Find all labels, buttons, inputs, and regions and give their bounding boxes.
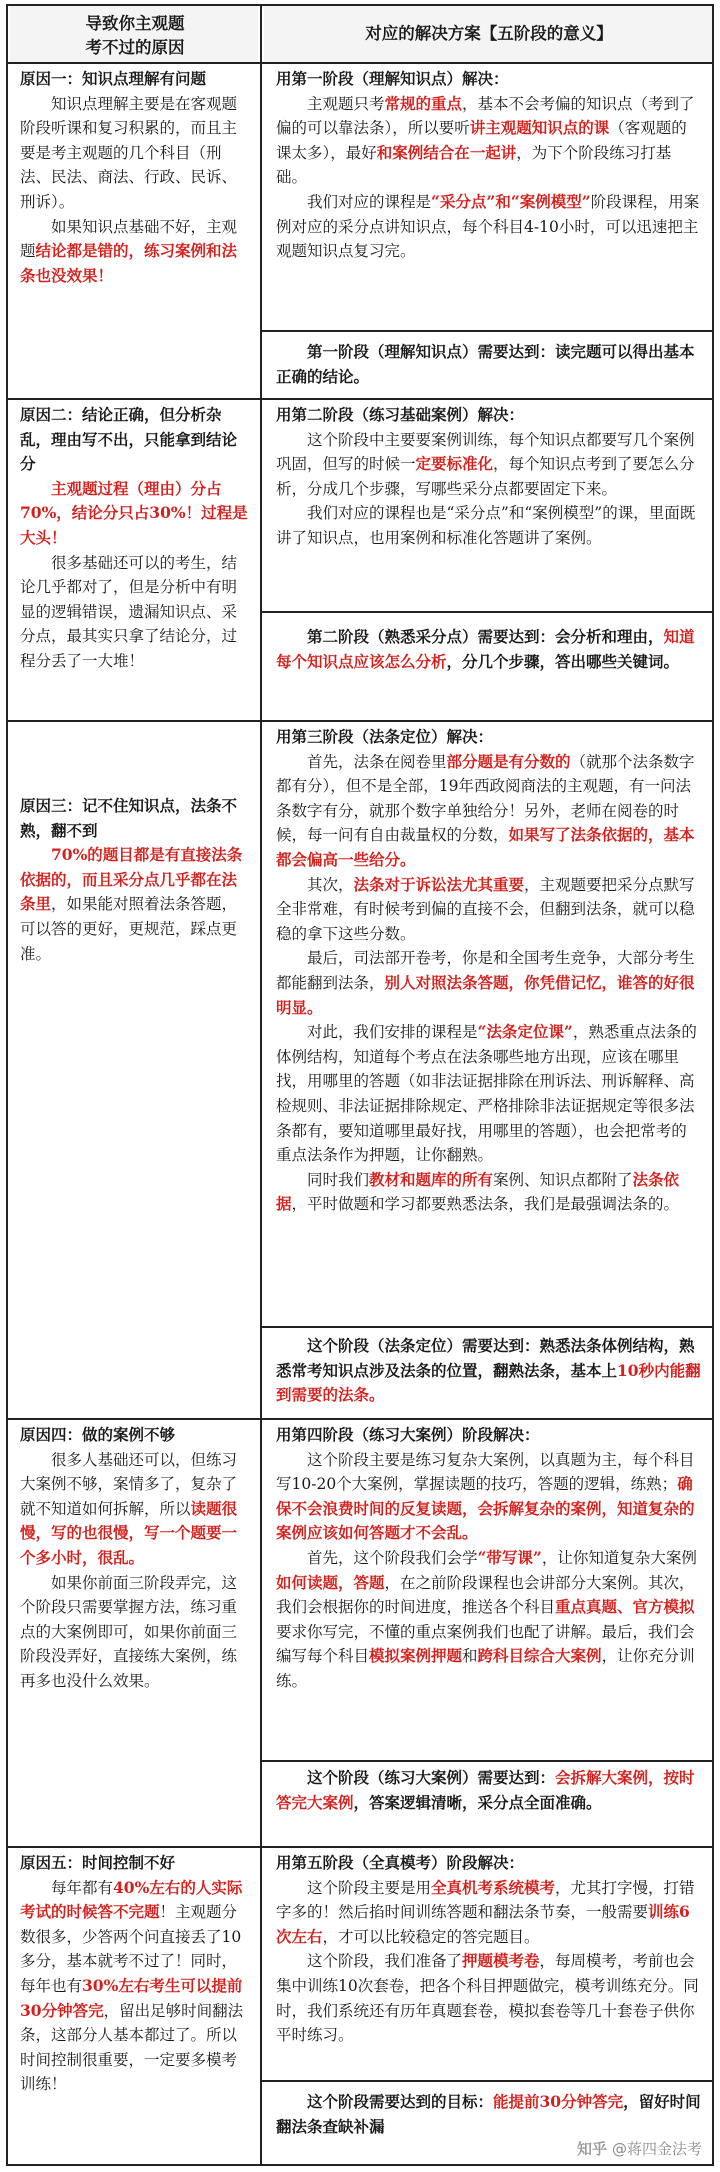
cause-4-text: 很多人基础还可以，但练习大案例不够，案情多了，复杂了就不知道如何拆解，所以读题很慢，写的也很慢，写一个题要一个多小时，很乱。 xyxy=(20,1450,238,1567)
goal-3-text: 这个阶段（法条定位）需要达到：熟悉法条体例结构，熟悉常考知识点涉及法条的位置，翻熟法条，基本上10秒内能翻到需要的法条。 xyxy=(276,1336,701,1405)
solution-4-text: 这个阶段主要是练习复杂大案例，以真题为主，每个科目写10-20个大案例，掌握读题的技巧，答题的逻辑，练熟；确保不会浪费时间的反复读题，会拆解复杂的案例，知道复杂的案例应该如何答题才不会乱。 xyxy=(276,1450,695,1543)
solution-5-text-2: 这个阶段，我们准备了押题模考卷，每周模考，考前也会集中训练10次套卷，把各个科目押题做完，模考训练充分。同时，我们系统还有历年真题套卷，模拟套卷等几十套卷子供你平时练习。 xyxy=(276,1951,699,2045)
solution-3-text-4: 对此，我们安排的课程是“法条定位课”，熟悉重点法条的体例结构，知道每个考点在法条哪些地方出现，应该在哪里找，用哪里的答题（如非法证据排除在刑诉法、刑诉解释、高检规则、非法证据排除规定、严格排除非法证据规定等很多法条都有，要知道哪里最好找，用哪里的答题），也会把常考的重点法条作为押题，让你翻熟。 xyxy=(276,1022,697,1165)
cause-4-title: 原因四：做的案例不够 xyxy=(20,1425,176,1444)
cause-3-text: 70%的题目都是有直接法条依据的，而且采分点几乎都在法条里，如果能对照着法条答题，可以答的更好，更规范，踩点更准。 xyxy=(20,845,243,963)
solution-2 xyxy=(264,400,712,611)
goal-2 xyxy=(264,613,712,720)
header-cause: 导致你主观题 考不过的原因 xyxy=(10,6,258,62)
goal-4 xyxy=(264,1762,712,1846)
cause-2-title: 原因二：结论正确，但分析杂乱，理由写不出，只能拿到结论分 xyxy=(20,405,238,474)
goal-4-text: 这个阶段（练习大案例）需要达到：会拆解大案例，按时答完大案例，答案逻辑清晰，采分点全面准确。 xyxy=(276,1768,695,1812)
goal-5-text: 这个阶段需要达到的目标：能提前30分钟答完，留好时间翻法条查缺补漏 xyxy=(276,2092,701,2136)
cause-3 xyxy=(10,722,258,1418)
header-solution: 对应的解决方案【五阶段的意义】 xyxy=(264,6,712,62)
solution-3-text: 首先，法条在阅卷里部分题是有分数的（就那个法条数字都有分），但不是全部，19年西政阅商法的主观题，有一问法条数字有分，就那个数字单独给分！另外，老师在阅卷的时候，每一问有自由裁量权的分数，如果写了法条依据的，基本都会偏高一些给分。 xyxy=(276,751,695,869)
cause-5-title: 原因五：时间控制不好 xyxy=(20,1853,176,1872)
comparison-table xyxy=(6,4,714,2166)
solution-4-text-2: 首先，这个阶段我们会学“带写课”，让你知道复杂大案例如何读题，答题，在之前阶段课程也会讲部分大案例。其次，我们会根据你的时间进度，推送各个科目重点真题、官方模拟要求你写完，不懂的重点案例我们也配了讲解。最后，我们会编写每个科目模拟案例押题和跨科目综合大案例，让你充分训练。 xyxy=(276,1547,697,1690)
solution-3-text-5: 同时我们教材和题库的所有案例、知识点都附了法条依据，平时做题和学习都要熟悉法条，我们是最强调法条的。 xyxy=(276,1169,680,1214)
cause-5 xyxy=(10,1848,258,2166)
solution-4 xyxy=(264,1420,712,1760)
goal-1 xyxy=(264,332,712,398)
solution-3-text-3: 最后，司法部开卷考，你是和全国考生竞争，大部分考生都能翻到法条，别人对照法条答题，你凭借记忆，谁答的好很明显。 xyxy=(276,949,695,1017)
solution-2-text-2: 我们对应的课程也是“采分点”和“案例模型”的课，里面既讲了知识点，也用案例和标准化答题讲了案例。 xyxy=(276,504,696,547)
solution-3-text-2: 其次，法条对于诉讼法尤其重要，主观题要把采分点默写全非常难，有时候考到偏的直接不会，但翻到法条，就可以稳稳的拿下这些分数。 xyxy=(276,874,695,943)
solution-1-title: 用第一阶段（理解知识点）解决： xyxy=(276,69,509,88)
zhihu-logo: 知乎 xyxy=(576,2140,607,2158)
solution-1 xyxy=(264,64,712,330)
cause-1 xyxy=(10,64,258,398)
cause-1-title: 原因一：知识点理解有问题 xyxy=(20,69,207,88)
solution-4-title: 用第四阶段（练习大案例）阶段解决： xyxy=(276,1425,540,1444)
solution-3 xyxy=(264,722,712,1326)
goal-2-text: 第二阶段（熟悉采分点）需要达到：会分析和理由，知道每个知识点应该怎么分析，分几个步骤，答出哪些关键词。 xyxy=(276,627,695,671)
cause-4-text-2: 如果你前面三阶段弄完，这个阶段只需要掌握方法，练习重点的大案例即可，如果你前面三阶段没弄好，直接练大案例，练再多也没什么效果。 xyxy=(20,1573,238,1690)
cause-3-title: 原因三：记不住知识点，法条不熟，翻不到 xyxy=(20,796,238,840)
cause-4 xyxy=(10,1420,258,1846)
cause-2-text: 很多基础还可以的考生，结论几乎都对了，但是分析中有明显的逻辑错误，遗漏知识点、采分点，最其实只拿了结论分，过程分丢了一大堆！ xyxy=(20,553,238,670)
cause-5-text: 每年都有40%左右的人实际考试的时候答不完题！主观题分数很多，少答两个问直接丢了10多分，基本就考不过了！同时，每年也有30%左右考生可以提前30分钟答完，留出足够时间翻法条，这部分人基本都过了。所以时间控制很重要，一定要多模考训练！ xyxy=(20,1877,244,2094)
watermark xyxy=(573,2137,706,2160)
watermark-author: @蒋四金法考 xyxy=(611,2140,702,2158)
solution-5-text: 这个阶段主要是用全真机考系统模考，尤其打字慢，打错字多的！然后掐时间训练答题和翻法条节奏，一般需要训练6次左右，才可以比较稳定的答完题目。 xyxy=(276,1877,695,1946)
cause-1-text-2: 如果知识点基础不好，主观题结论都是错的，练习案例和法条也没效果！ xyxy=(20,217,238,285)
cause-2 xyxy=(10,400,258,720)
goal-1-text: 第一阶段（理解知识点）需要达到：读完题可以得出基本正确的结论。 xyxy=(276,342,695,386)
solution-2-title: 用第二阶段（练习基础案例）解决： xyxy=(276,405,525,424)
cause-1-text: 知识点理解主要是在客观题阶段听课和复习积累的，而且主要是考主观题的几个科目（刑法、民法、商法、行政、民诉、刑诉）。 xyxy=(20,94,238,211)
goal-3 xyxy=(264,1328,712,1418)
solution-5 xyxy=(264,1848,712,2080)
solution-1-text: 主观题只考常规的重点，基本不会考偏的知识点（考到了偏的可以靠法条），所以要听讲主观题知识点的课（客观题的课太多），最好和案例结合在一起讲，为下个阶段练习打基础。 xyxy=(276,93,695,187)
solution-3-title: 用第三阶段（法条定位）解决： xyxy=(276,727,494,746)
cause-2-highlight: 主观题过程（理由）分占70%，结论分只占30%！过程是大头！ xyxy=(20,478,248,547)
solution-2-text: 这个阶段中主要要案例训练，每个知识点都要写几个案例巩固，但写的时候一定要标准化，每个知识点考到了要怎么分析，分成几个步骤，写哪些采分点都要固定下来。 xyxy=(276,430,695,498)
solution-5-title: 用第五阶段（全真模考）阶段解决： xyxy=(276,1853,525,1872)
solution-1-text-2: 我们对应的课程是“采分点”和“案例模型”阶段课程，用案例对应的采分点讲知识点，每个科目4-10小时，可以迅速把主观题知识点复习完。 xyxy=(276,191,700,261)
